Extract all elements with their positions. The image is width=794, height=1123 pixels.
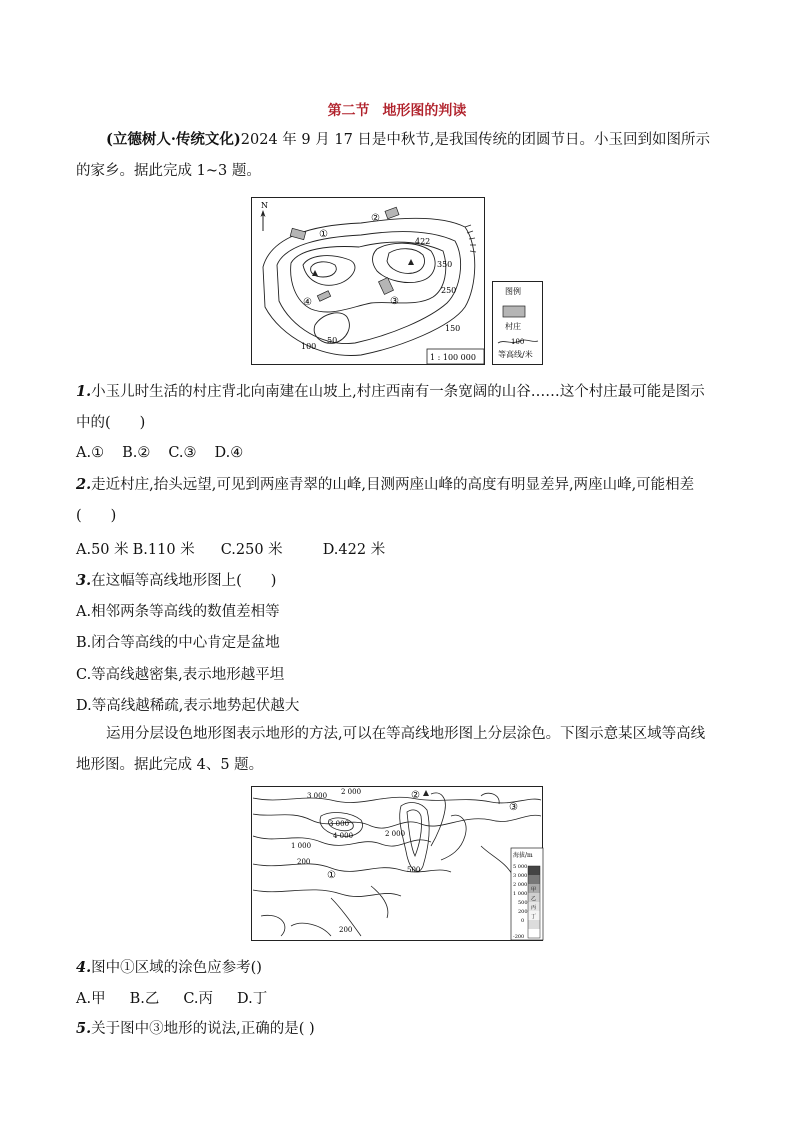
contour-map-1 xyxy=(251,197,491,365)
question-number: 2. xyxy=(76,476,92,493)
question-number: 4. xyxy=(76,959,92,976)
legend-contour-value: 100 xyxy=(511,338,525,346)
intro-tag: (立德树人·传统文化) xyxy=(106,131,241,148)
question-5 xyxy=(76,1017,315,1038)
legend-value: 500 xyxy=(518,900,528,906)
intro-text: 2024 年 9 月 17 日是中秋节,是我国传统的团圆节日。小玉回到如图所示的家乡。据此完成 1~3 题。 xyxy=(76,132,711,179)
legend-value: 5 000 xyxy=(513,864,528,870)
legend-name: 丙 xyxy=(531,905,537,911)
question-1-options xyxy=(76,445,261,461)
option-c: C.③ xyxy=(168,445,197,461)
elevation-label: 200 xyxy=(339,926,353,934)
question-text: 在这幅等高线地形图上( ) xyxy=(91,573,277,589)
legend-contour-desc: 等高线/米 xyxy=(498,350,533,359)
option-b: B.110 米 xyxy=(132,542,195,558)
legend-value: 2 000 xyxy=(513,882,528,888)
question-4-options xyxy=(76,987,285,1008)
option-a: A.甲 xyxy=(76,991,106,1007)
legend-value: 0 xyxy=(521,918,525,924)
elevation-label: 100 xyxy=(301,342,317,351)
elevation-label: 4 000 xyxy=(333,832,354,840)
elevation-label: 250 xyxy=(441,286,457,295)
option-a: A.50 米 xyxy=(76,542,129,558)
legend-name: 甲 xyxy=(531,887,537,893)
marker-2: ② xyxy=(411,790,420,801)
legend-village-label: 村庄 xyxy=(505,322,521,331)
option-a: A.相邻两条等高线的数值差相等 xyxy=(76,604,280,620)
option-d: D.422 米 xyxy=(322,542,386,558)
question-text: 图中①区域的涂色应参考() xyxy=(91,960,262,976)
legend-name: 乙 xyxy=(531,896,537,902)
question-2-options xyxy=(76,538,403,559)
question-text: 走近村庄,抬头远望,可见到两座青翠的山峰,目测两座山峰的高度有明显差异,两座山峰,可能相差( ) xyxy=(76,477,695,524)
marker-3: ③ xyxy=(509,802,518,813)
option-b: B.闭合等高线的中心肯定是盆地 xyxy=(76,635,280,651)
elevation-label: 1 000 xyxy=(291,842,312,850)
legend-value: 200 xyxy=(518,909,528,915)
elevation-label: 350 xyxy=(437,260,453,269)
map-scale: 1 : 100 000 xyxy=(430,353,476,362)
section-name: 地形图的判读 xyxy=(382,103,467,119)
elevation-label: 200 xyxy=(297,858,311,866)
legend-name: 丁 xyxy=(531,914,537,920)
option-d: D.丁 xyxy=(237,991,268,1007)
elevation-label: 422 xyxy=(415,237,431,246)
section-number: 第二节 xyxy=(327,103,370,119)
svg-text:N: N xyxy=(261,201,268,210)
question-1 xyxy=(76,376,718,439)
option-b: B.② xyxy=(122,445,151,461)
marker-3: ③ xyxy=(390,296,399,307)
map-1-legend xyxy=(492,281,544,365)
question-text: 小玉儿时生活的村庄背北向南建在山坡上,村庄西南有一条宽阔的山谷……这个村庄最可能是图示中的( ) xyxy=(76,384,705,431)
legend-value: 1 000 xyxy=(513,891,528,897)
elevation-label: 150 xyxy=(445,324,461,333)
elevation-label: 2 000 xyxy=(341,788,362,796)
option-d: D.④ xyxy=(214,445,244,461)
contour-map-2 xyxy=(251,786,544,942)
marker-4: ④ xyxy=(303,297,312,308)
elevation-label: 500 xyxy=(407,866,421,874)
question-3 xyxy=(76,569,276,590)
option-c: C.等高线越密集,表示地形越平坦 xyxy=(76,667,285,683)
marker-2: ② xyxy=(371,213,380,224)
question-number: 3. xyxy=(76,572,92,589)
map-2-legend xyxy=(511,848,543,940)
question-2 xyxy=(76,469,718,532)
elevation-label: 2 000 xyxy=(385,830,406,838)
question-number: 5. xyxy=(76,1020,92,1037)
marker-1: ① xyxy=(327,870,336,881)
option-d: D.等高线越稀疏,表示地势起伏越大 xyxy=(76,698,300,714)
option-c: C.250 米 xyxy=(220,542,283,558)
elevation-label: 3 000 xyxy=(329,820,350,828)
elevation-label: 50 xyxy=(327,336,338,345)
question-number: 1. xyxy=(76,383,92,400)
legend-title: 海拔/m xyxy=(513,852,533,859)
option-b: B.乙 xyxy=(129,991,160,1007)
intro-paragraph-1 xyxy=(76,124,718,187)
intro-paragraph-2 xyxy=(76,719,718,781)
option-c: C.丙 xyxy=(183,991,214,1007)
section-title xyxy=(0,100,794,120)
legend-value: 3 000 xyxy=(513,873,528,879)
legend-value: -200 xyxy=(513,934,525,940)
question-4 xyxy=(76,956,262,977)
legend-title: 图例 xyxy=(505,287,521,296)
intro-text: 运用分层设色地形图表示地形的方法,可以在等高线地形图上分层涂色。下图示意某区域等高线地形图。据此完成 4、5 题。 xyxy=(76,726,706,773)
option-a: A.① xyxy=(76,445,105,461)
marker-1: ① xyxy=(319,229,328,240)
question-text: 关于图中③地形的说法,正确的是( ) xyxy=(91,1021,315,1037)
elevation-label: 3 000 xyxy=(307,792,328,800)
legend-village-swatch xyxy=(503,306,525,317)
